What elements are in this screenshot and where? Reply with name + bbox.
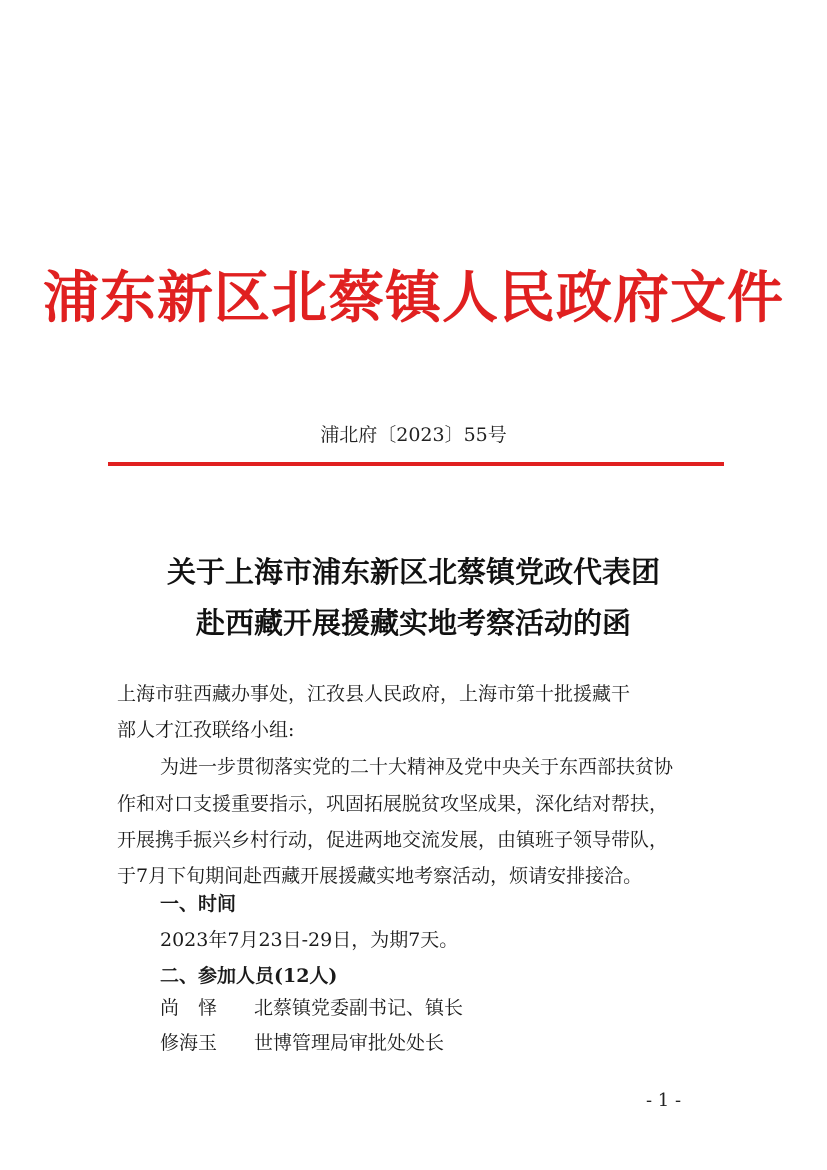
- participant-row: [160, 993, 463, 1023]
- document-number: 浦北府〔2023〕55号: [320, 424, 507, 446]
- paragraph-line: 开展携手振兴乡村行动，促进两地交流发展，由镇班子领导带队，: [117, 829, 669, 851]
- participant-title: 北蔡镇党委副书记、镇长: [254, 997, 464, 1019]
- section-time-text: 2023年7月23日-29日，为期7天。: [160, 929, 459, 951]
- red-divider-line: [108, 462, 724, 466]
- section-heading-participants: 二、参加人员(12人): [160, 965, 338, 987]
- document-title-line-1: 关于上海市浦东新区北蔡镇党政代表团: [166, 555, 660, 589]
- participant-name: 尚 怿: [160, 997, 218, 1019]
- document-header-issuer: 浦东新区北蔡镇人民政府文件: [43, 265, 784, 331]
- participant-row: [160, 1028, 444, 1058]
- document-title-line-2: 赴西藏开展援藏实地考察活动的函: [195, 606, 631, 640]
- recipients-line-2: 部人才江孜联络小组:: [117, 719, 295, 741]
- page-number: - 1 -: [646, 1090, 682, 1111]
- paragraph-line: 作和对口支援重要指示，巩固拓展脱贫攻坚成果，深化结对帮扶，: [117, 793, 669, 815]
- paragraph-line: 为进一步贯彻落实党的二十大精神及党中央关于东西部扶贫协: [160, 756, 674, 778]
- participant-title: 世博管理局审批处处长: [254, 1032, 445, 1054]
- paragraph-line: 于7月下旬期间赴西藏开展援藏实地考察活动，烦请安排接洽。: [117, 865, 643, 887]
- recipients-line-1: 上海市驻西藏办事处，江孜县人民政府，上海市第十批援藏干: [117, 683, 631, 705]
- participant-name: 修海玉: [160, 1032, 218, 1054]
- section-heading-time: 一、时间: [160, 893, 237, 915]
